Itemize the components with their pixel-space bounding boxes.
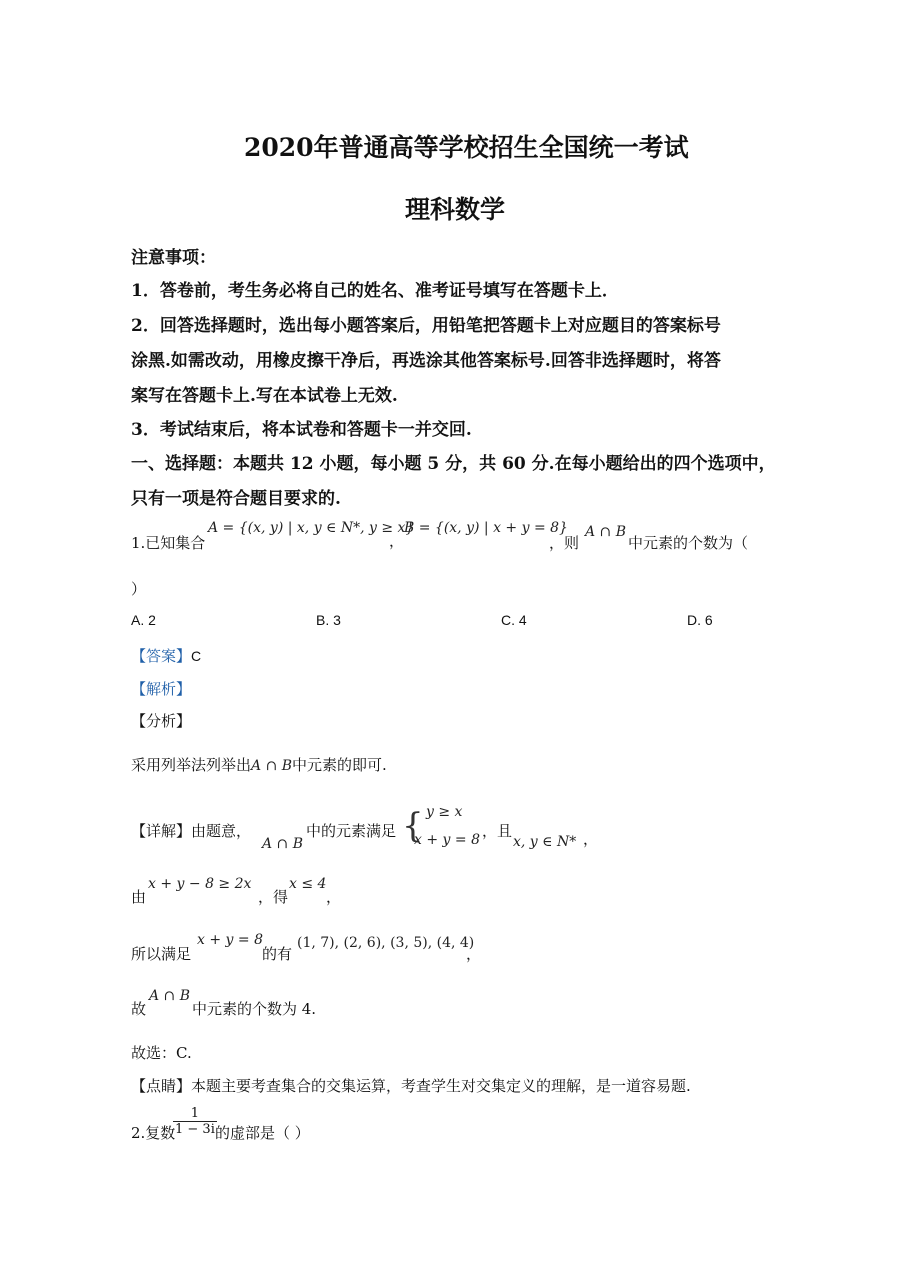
q1-set-a: A = {(x, y) | x, y ∈ N*, y ≥ x} bbox=[208, 520, 415, 536]
q2-suffix: 的虚部是（ ） bbox=[215, 1124, 310, 1142]
q1-answer: 【答案】C bbox=[131, 647, 202, 665]
q2-prefix: 2.复数 bbox=[131, 1124, 176, 1142]
notice-item-1: 1．答卷前，考生务必将自己的姓名、准考证号填写在答题卡上． bbox=[131, 281, 619, 301]
section-heading-line-1: 一、选择题：本题共 12 小题，每小题 5 分，共 60 分.在每小题给出的四个选项中， bbox=[131, 454, 776, 474]
notice-item-2-line-3: 案写在答题卡上.写在本试卷上无效. bbox=[131, 386, 398, 406]
q1-pairs: (1, 7), (2, 6), (3, 5), (4, 4) bbox=[297, 935, 475, 951]
q1-set-b: B = {(x, y) | x + y = 8} bbox=[404, 520, 568, 536]
q1-fenxi: 采用列举法列举出A ∩ B中元素的即可. bbox=[131, 756, 387, 774]
notice-item-3: 3．考试结束后，将本试卷和答题卡一并交回. bbox=[131, 420, 472, 440]
q1-comment: 【点睛】本题主要考查集合的交集运算，考查学生对交集定义的理解，是一道容易题. bbox=[131, 1077, 691, 1095]
q1-so-pre: 故 bbox=[131, 1000, 147, 1018]
q1-comma: ， bbox=[389, 532, 405, 550]
q1-close-paren: ） bbox=[131, 580, 147, 598]
q2-fraction: $\frac{1}{1 - 3i}$ bbox=[175, 1106, 215, 1137]
q1-so-intersection: A ∩ B bbox=[149, 988, 191, 1004]
q1-inequality: x + y − 8 ≥ 2x bbox=[148, 876, 252, 892]
q1-sat-mid: 的有 bbox=[262, 945, 293, 963]
q1-option-c: C. 4 bbox=[501, 612, 527, 628]
system-brace-icon: { bbox=[402, 806, 424, 846]
q1-detail-tag: 【详解】由题意， bbox=[131, 822, 252, 840]
q1-analysis-tag: 【解析】 bbox=[131, 680, 192, 698]
q1-get: ，得 bbox=[258, 888, 289, 906]
page-subtitle: 理科数学 bbox=[405, 195, 506, 224]
q1-so-post: 中元素的个数为 4. bbox=[192, 1000, 317, 1018]
q1-prefix: 1.已知集合 bbox=[131, 534, 206, 552]
q1-sat-eq: x + y = 8 bbox=[197, 932, 263, 948]
q1-option-b: B. 3 bbox=[316, 612, 341, 628]
notice-heading: 注意事项： bbox=[131, 248, 216, 268]
q1-sat-end: ， bbox=[466, 945, 482, 963]
q1-from: 由 bbox=[131, 888, 147, 906]
q1-detail-mid: 中的元素满足 bbox=[306, 822, 397, 840]
q1-system-line-2: x + y = 8 bbox=[414, 832, 480, 848]
q1-option-d: D. 6 bbox=[687, 612, 713, 628]
notice-item-2-line-1: 2．回答选择题时，选出每小题答案后，用铅笔把答题卡上对应题目的答案标号 bbox=[131, 316, 721, 336]
q1-intersection: A ∩ B bbox=[585, 524, 627, 540]
q1-option-a: A. 2 bbox=[131, 612, 156, 628]
q1-choose: 故选：C. bbox=[131, 1044, 192, 1062]
q1-detail-intersection: A ∩ B bbox=[262, 836, 304, 852]
q1-result: x ≤ 4 bbox=[289, 876, 327, 892]
q1-detail-cond: x, y ∈ N* bbox=[513, 834, 577, 850]
page-title: 2020年普通高等学校招生全国统一考试 bbox=[244, 133, 689, 162]
q1-sat-pre: 所以满足 bbox=[131, 945, 192, 963]
q1-result-end: ， bbox=[326, 888, 342, 906]
q1-detail-and: ，且 bbox=[482, 822, 513, 840]
q1-detail-end: ， bbox=[583, 830, 599, 848]
q1-suffix: 中元素的个数为（ bbox=[628, 534, 749, 552]
q1-fenxi-tag: 【分析】 bbox=[131, 712, 192, 730]
q1-then: ，则 bbox=[549, 534, 580, 552]
notice-item-2-line-2: 涂黑.如需改动，用橡皮擦干净后，再选涂其他答案标号.回答非选择题时，将答 bbox=[131, 351, 721, 371]
q1-system-line-1: y ≥ x bbox=[426, 804, 463, 820]
section-heading-line-2: 只有一项是符合题目要求的. bbox=[131, 489, 341, 509]
